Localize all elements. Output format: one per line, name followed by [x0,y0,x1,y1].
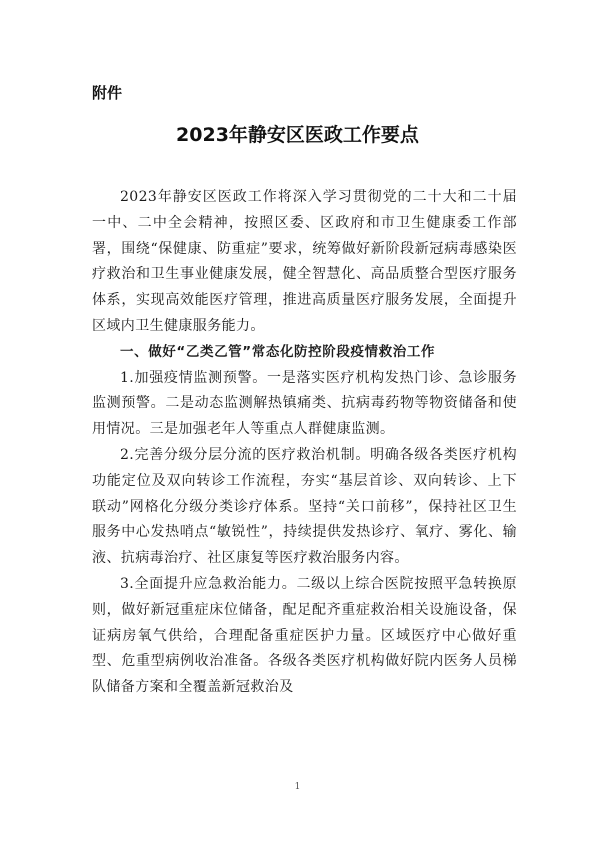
list-item: 1.加强疫情监测预警。一是落实医疗机构发热门诊、急诊服务监测预警。二是动态监测解热镇痛类、抗病毒药物等物资储备和使用情况。三是加强老年人等重点人群健康监测。 [92,369,517,438]
document-body [92,185,517,701]
list-item: 3.全面提升应急救治能力。二级以上综合医院按照平急转换原则，做好新冠重症床位储备，配足配齐重症救治相关设施设备，保证病房氧气供给，合理配备重症医护力量。区域医疗中心做好重型、危重型病例收治准备。各级各类医疗机构做好院内医务人员梯队储备方案和全覆盖新冠救治及 [92,575,517,696]
section-heading: 一、做好“乙类乙管”常态化防控阶段疫情救治工作 [120,343,436,360]
intro-paragraph: 2023年静安区医政工作将深入学习贯彻党的二十大和二十届一中、二中全会精神，按照区委、区政府和市卫生健康委工作部署，围绕“保健康、防重症”要求，统筹做好新阶段新冠病毒感染医疗救治和卫生事业健康发展，健全智慧化、高品质整合型医疗服务体系，实现高效能医疗管理，推进高质量医疗服务发展，全面提升区域内卫生健康服务能力。 [92,189,517,334]
attachment-label: 附件 [92,84,123,102]
document-title: 2023年静安区医政工作要点 [176,124,419,146]
page-number: 1 [294,782,301,792]
list-item: 2.完善分级分层分流的医疗救治机制。明确各级各类医疗机构功能定位及双向转诊工作流程，夯实“基层首诊、双向转诊、上下联动”网格化分级分类诊疗体系。坚持“关口前移”，保持社区卫生服务中心发热哨点“敏锐性”，持续提供发热诊疗、氧疗、雾化、输液、抗病毒治疗、社区康复等医疗救治服务内容。 [92,446,517,567]
